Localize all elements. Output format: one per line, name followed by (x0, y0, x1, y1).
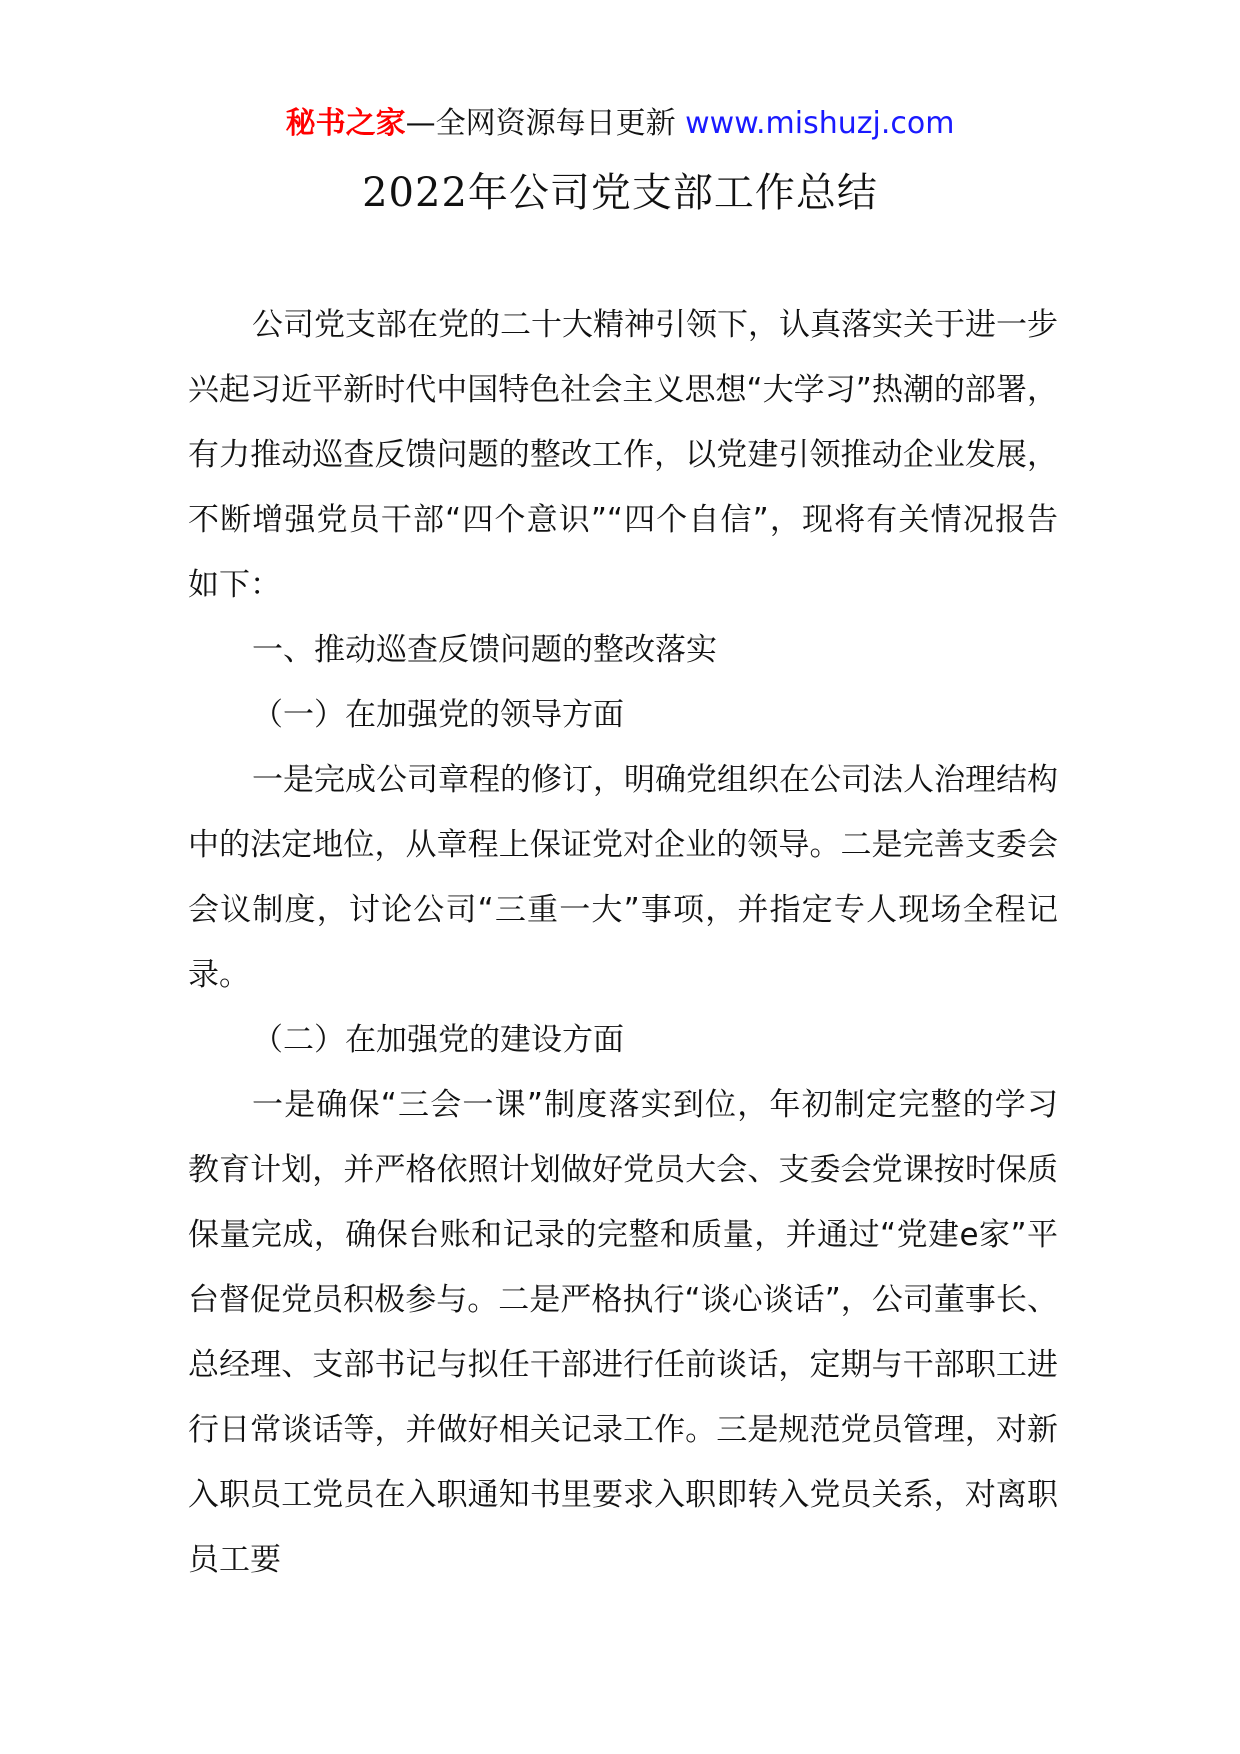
banner-slogan: —全网资源每日更新 (405, 106, 676, 141)
paragraph-leadership: 一是完成公司章程的修订，明确党组织在公司法人治理结构中的法定地位，从章程上保证党对企业的领导。二是完善支委会会议制度，讨论公司“三重一大”事项，并指定专人现场全程记录。 (188, 762, 1058, 993)
watermark-banner (0, 104, 1240, 144)
document-title: 2022年公司党支部工作总结 (362, 170, 878, 216)
subsection-heading-1: （一）在加强党的领导方面 (252, 697, 624, 733)
banner-url[interactable]: www.mishuzj.com (685, 106, 955, 141)
document-body (188, 293, 1058, 1593)
banner-brand: 秘书之家 (285, 106, 406, 141)
section-heading-1: 一、推动巡查反馈问题的整改落实 (252, 632, 717, 668)
paragraph-intro: 公司党支部在党的二十大精神引领下，认真落实关于进一步兴起习近平新时代中国特色社会主义思想“大学习”热潮的部署，有力推动巡查反馈问题的整改工作，以党建引领推动企业发展，不断增强党员干部“四个意识”“四个自信”，现将有关情况报告如下： (188, 307, 1058, 603)
paragraph-construction: 一是确保“三会一课”制度落实到位，年初制定完整的学习教育计划，并严格依照计划做好党员大会、支委会党课按时保质保量完成，确保台账和记录的完整和质量，并通过“党建e家”平台督促党员积极参与。二是严格执行“谈心谈话”，公司董事长、总经理、支部书记与拟任干部进行任前谈话，定期与干部职工进行日常谈话等，并做好相关记录工作。三是规范党员管理，对新入职员工党员在入职通知书里要求入职即转入党员关系，对离职员工要 (188, 1087, 1058, 1578)
subsection-heading-2: （二）在加强党的建设方面 (252, 1022, 624, 1058)
